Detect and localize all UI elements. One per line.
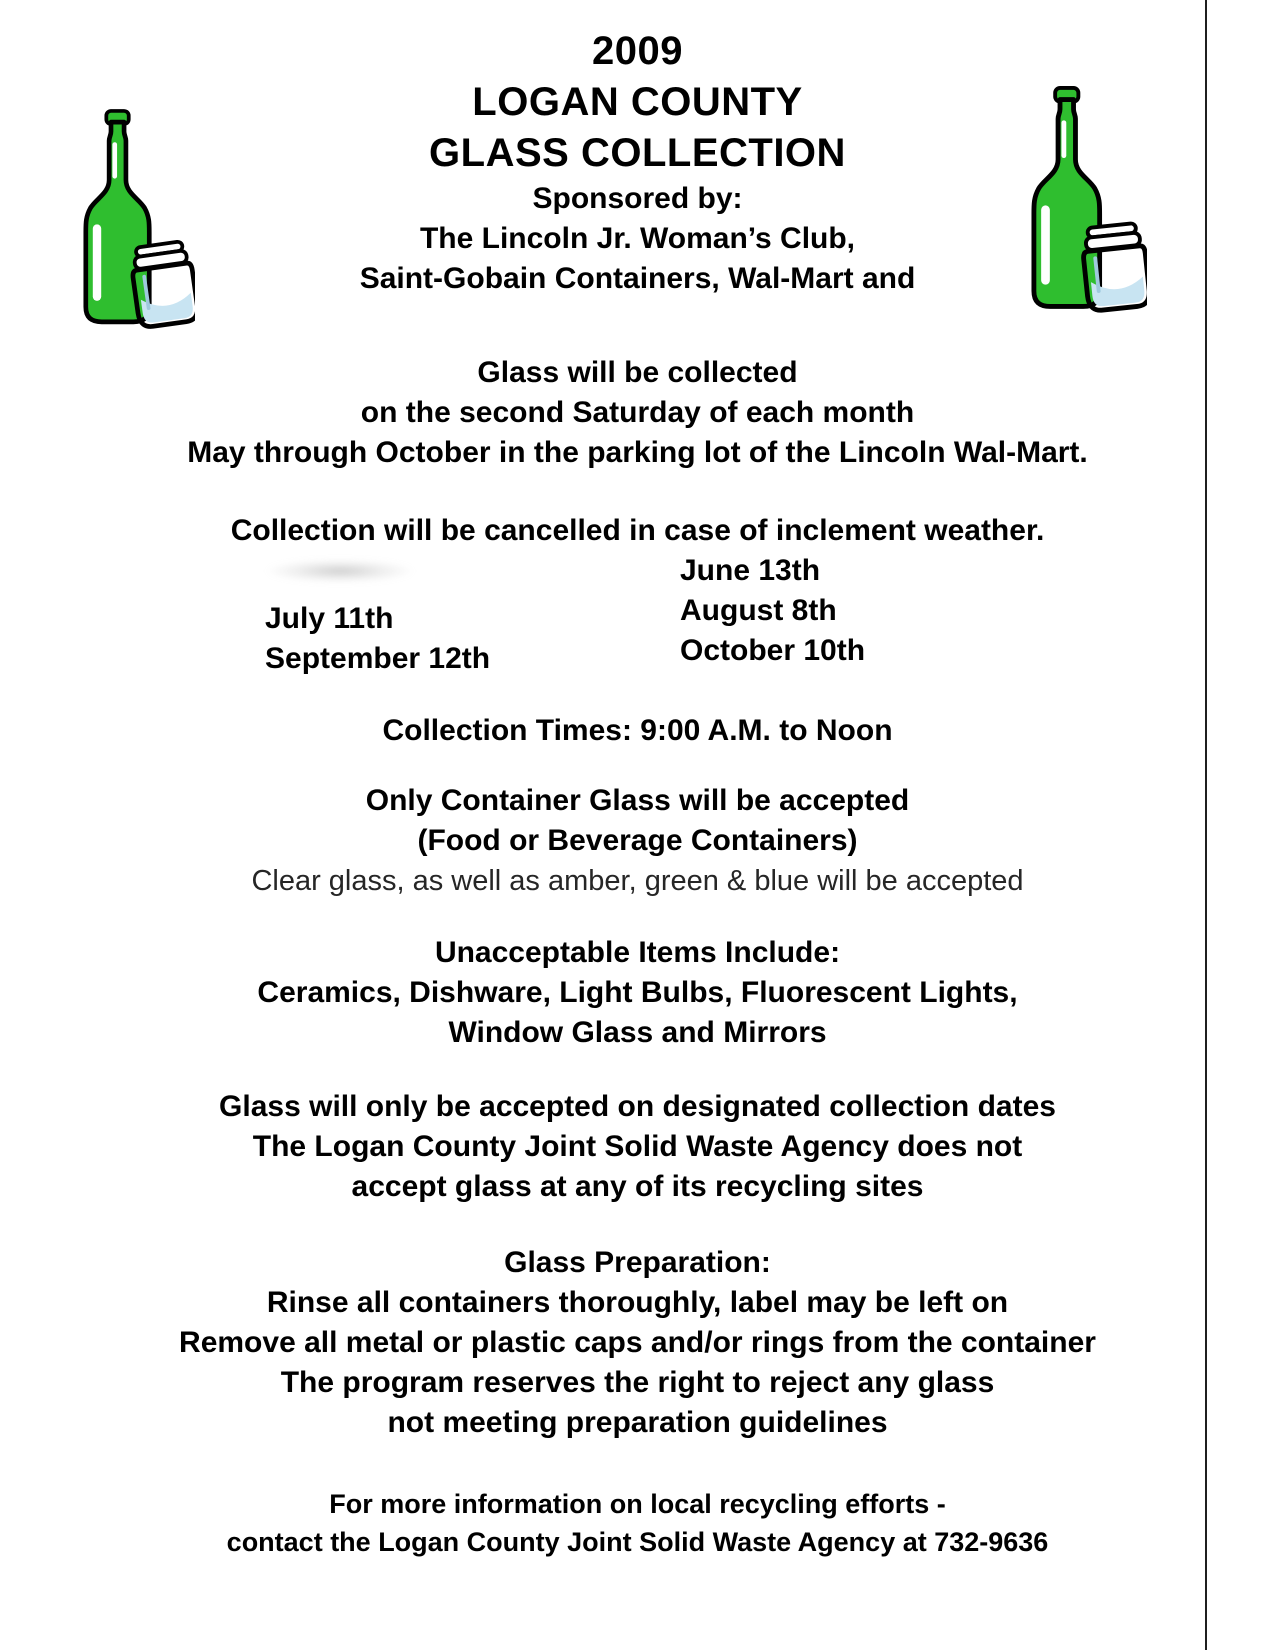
policy-line-3: accept glass at any of its recycling sites	[351, 1170, 924, 1203]
date-cell: July 11th	[265, 602, 394, 635]
sponsored-by-label: Sponsored by:	[532, 182, 743, 215]
title-line-2: GLASS COLLECTION	[429, 131, 846, 175]
unacceptable-line-2: Window Glass and Mirrors	[448, 1016, 827, 1049]
accepted-section	[0, 781, 1275, 901]
eraser-smudge	[265, 559, 415, 583]
unacceptable-line-1: Ceramics, Dishware, Light Bulbs, Fluorescent Lights,	[257, 976, 1018, 1009]
sponsor-line-2: Saint-Gobain Containers, Wal-Mart and	[359, 262, 916, 295]
unacceptable-heading: Unacceptable Items Include:	[434, 936, 841, 969]
footer-line-1: For more information on local recycling efforts -	[329, 1489, 946, 1519]
intro-line-2: on the second Saturday of each month	[360, 396, 915, 429]
policy-line-1: Glass will only be accepted on designated collection dates	[219, 1090, 1056, 1123]
intro-section	[0, 353, 1275, 473]
policy-line-2: The Logan County Joint Solid Waste Agency does not	[252, 1130, 1023, 1163]
collection-times: Collection Times: 9:00 A.M. to Noon	[382, 714, 893, 747]
dates-left-column	[265, 551, 490, 679]
preparation-line-4: not meeting preparation guidelines	[387, 1406, 888, 1439]
footer-line-2: contact the Logan County Joint Solid Waste Agency at 732-9636	[226, 1527, 1049, 1557]
collection-dates	[0, 551, 1275, 675]
preparation-line-1: Rinse all containers thoroughly, label may be left on	[266, 1286, 1009, 1319]
preparation-line-2: Remove all metal or plastic caps and/or rings from the container	[179, 1326, 1096, 1359]
sponsor-line-1: The Lincoln Jr. Woman’s Club,	[419, 222, 856, 255]
preparation-line-3: The program reserves the right to reject any glass	[280, 1366, 995, 1399]
smudged-date	[265, 559, 490, 599]
accepted-line-1: Only Container Glass will be accepted	[365, 784, 910, 817]
accepted-line-2: (Food or Beverage Containers)	[417, 824, 858, 857]
scan-edge-line	[1205, 0, 1207, 1650]
intro-line-1: Glass will be collected	[477, 356, 798, 389]
footer-section	[0, 1485, 1275, 1561]
date-cell: August 8th	[680, 594, 837, 627]
intro-line-3: May through October in the parking lot of the Lincoln Wal-Mart.	[187, 436, 1088, 469]
policy-section	[0, 1087, 1275, 1207]
cancellation-notice: Collection will be cancelled in case of inclement weather.	[230, 514, 1045, 547]
title-year: 2009	[592, 29, 683, 73]
date-cell: October 10th	[680, 634, 866, 667]
accepted-line-3: Clear glass, as well as amber, green & blue will be accepted	[251, 865, 1024, 897]
date-cell: June 13th	[680, 554, 821, 587]
preparation-heading: Glass Preparation:	[504, 1246, 771, 1279]
dates-right-column	[680, 551, 865, 671]
preparation-section	[0, 1243, 1275, 1443]
date-cell: September 12th	[265, 642, 491, 675]
unacceptable-section	[0, 933, 1275, 1053]
title-line-1: LOGAN COUNTY	[472, 80, 803, 124]
